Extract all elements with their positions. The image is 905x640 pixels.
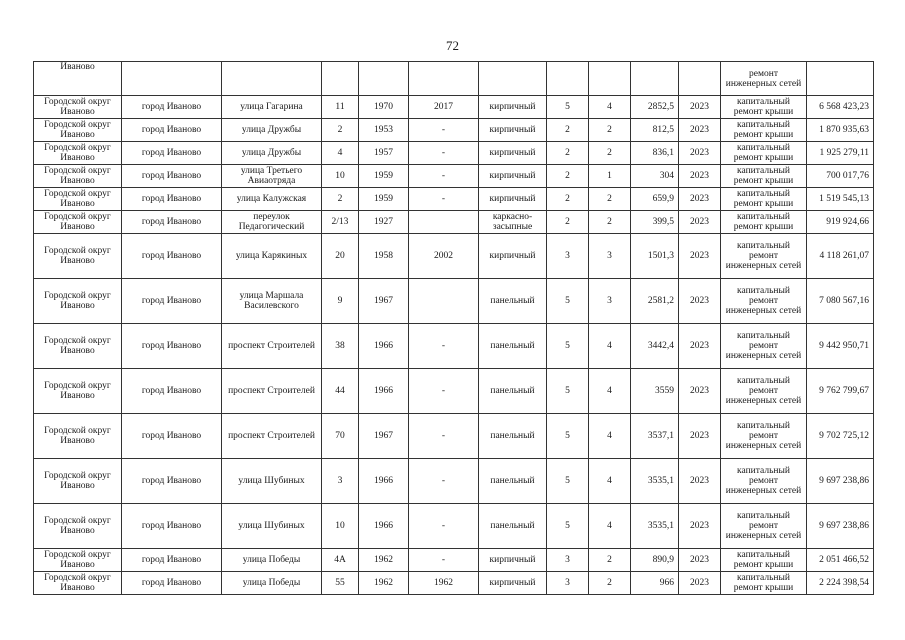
table-row <box>34 211 874 234</box>
wall-material-cell: панельный <box>479 504 547 549</box>
floors-cell: 2 <box>547 188 589 211</box>
overhaul-year-cell <box>409 279 479 324</box>
empty-cell <box>807 62 874 96</box>
street-cell: улица Маршала Василевского <box>222 279 322 324</box>
built-year-cell: 1958 <box>359 234 409 279</box>
house-number-cell: 20 <box>322 234 359 279</box>
repair-year-cell: 2023 <box>679 234 721 279</box>
area-cell: 3559 <box>631 369 679 414</box>
area-cell: 399,5 <box>631 211 679 234</box>
overhaul-year-cell: - <box>409 119 479 142</box>
table-row <box>34 369 874 414</box>
built-year-cell: 1959 <box>359 165 409 188</box>
table-row <box>34 572 874 595</box>
repair-year-cell: 2023 <box>679 459 721 504</box>
entrances-cell: 4 <box>589 414 631 459</box>
street-cell: улица Шубиных <box>222 459 322 504</box>
cost-cell: 4 118 261,07 <box>807 234 874 279</box>
house-number-cell: 38 <box>322 324 359 369</box>
work-type-cell: капитальный ремонт инженерных сетей <box>721 504 807 549</box>
area-cell: 2852,5 <box>631 96 679 119</box>
wall-material-cell: кирпичный <box>479 188 547 211</box>
house-number-cell: 44 <box>322 369 359 414</box>
cost-cell: 6 568 423,23 <box>807 96 874 119</box>
built-year-cell: 1959 <box>359 188 409 211</box>
capital-repair-table <box>33 61 874 595</box>
entrances-cell: 2 <box>589 119 631 142</box>
floors-cell: 5 <box>547 414 589 459</box>
empty-cell <box>589 62 631 96</box>
district-cell: Городской округ Иваново <box>34 324 122 369</box>
empty-cell <box>322 62 359 96</box>
work-type-cell: капитальный ремонт инженерных сетей <box>721 279 807 324</box>
street-cell: проспект Строителей <box>222 324 322 369</box>
floors-cell: 5 <box>547 504 589 549</box>
table-row <box>34 234 874 279</box>
built-year-cell: 1962 <box>359 549 409 572</box>
built-year-cell: 1966 <box>359 504 409 549</box>
overhaul-year-cell: - <box>409 369 479 414</box>
floors-cell: 3 <box>547 549 589 572</box>
work-type-cell: капитальный ремонт крыши <box>721 142 807 165</box>
street-cell: улица Победы <box>222 572 322 595</box>
wall-material-cell: панельный <box>479 279 547 324</box>
floors-cell: 5 <box>547 96 589 119</box>
empty-cell <box>547 62 589 96</box>
repair-year-cell: 2023 <box>679 142 721 165</box>
house-number-cell: 4А <box>322 549 359 572</box>
wall-material-cell: кирпичный <box>479 119 547 142</box>
cost-cell: 1 870 935,63 <box>807 119 874 142</box>
empty-cell <box>679 62 721 96</box>
cost-cell: 700 017,76 <box>807 165 874 188</box>
street-cell: улица Дружбы <box>222 119 322 142</box>
overhaul-year-cell: - <box>409 459 479 504</box>
repair-year-cell: 2023 <box>679 414 721 459</box>
cost-cell: 9 697 238,86 <box>807 504 874 549</box>
table-row <box>34 96 874 119</box>
wall-material-cell: панельный <box>479 459 547 504</box>
work-type-cell: капитальный ремонт инженерных сетей <box>721 459 807 504</box>
repair-year-cell: 2023 <box>679 369 721 414</box>
overhaul-year-cell: - <box>409 142 479 165</box>
district-cell: Городской округ Иваново <box>34 188 122 211</box>
floors-cell: 3 <box>547 234 589 279</box>
house-number-cell: 3 <box>322 459 359 504</box>
city-cell: город Иваново <box>122 504 222 549</box>
cost-cell: 9 762 799,67 <box>807 369 874 414</box>
house-number-cell: 11 <box>322 96 359 119</box>
street-cell: переулок Педагогический <box>222 211 322 234</box>
city-cell: город Иваново <box>122 211 222 234</box>
district-cell: Городской округ Иваново <box>34 459 122 504</box>
entrances-cell: 4 <box>589 459 631 504</box>
street-cell: улица Третьего Авиаотряда <box>222 165 322 188</box>
wall-material-cell: кирпичный <box>479 549 547 572</box>
floors-cell: 3 <box>547 572 589 595</box>
wall-material-cell: кирпичный <box>479 96 547 119</box>
table-row <box>34 459 874 504</box>
work-type-cell: капитальный ремонт крыши <box>721 211 807 234</box>
cost-cell: 919 924,66 <box>807 211 874 234</box>
district-cell: Городской округ Иваново <box>34 279 122 324</box>
table-row <box>34 504 874 549</box>
repair-year-cell: 2023 <box>679 504 721 549</box>
house-number-cell: 70 <box>322 414 359 459</box>
wall-material-cell: кирпичный <box>479 572 547 595</box>
city-cell: город Иваново <box>122 324 222 369</box>
district-cell: Городской округ Иваново <box>34 549 122 572</box>
house-number-cell: 55 <box>322 572 359 595</box>
work-type-cell: капитальный ремонт инженерных сетей <box>721 234 807 279</box>
wall-material-cell: кирпичный <box>479 142 547 165</box>
overhaul-year-cell: - <box>409 549 479 572</box>
city-cell: город Иваново <box>122 234 222 279</box>
cost-cell: 9 697 238,86 <box>807 459 874 504</box>
repair-year-cell: 2023 <box>679 96 721 119</box>
area-cell: 659,9 <box>631 188 679 211</box>
table-row <box>34 165 874 188</box>
overhaul-year-cell: - <box>409 165 479 188</box>
repair-year-cell: 2023 <box>679 572 721 595</box>
entrances-cell: 2 <box>589 142 631 165</box>
cost-cell: 1 925 279,11 <box>807 142 874 165</box>
floors-cell: 2 <box>547 119 589 142</box>
table-row-continued <box>34 62 874 96</box>
city-cell: город Иваново <box>122 414 222 459</box>
work-type-cell: капитальный ремонт крыши <box>721 188 807 211</box>
built-year-cell: 1953 <box>359 119 409 142</box>
empty-cell <box>359 62 409 96</box>
district-cell: Городской округ Иваново <box>34 165 122 188</box>
work-type-cell: капитальный ремонт крыши <box>721 165 807 188</box>
house-number-cell: 2 <box>322 119 359 142</box>
cost-cell: 7 080 567,16 <box>807 279 874 324</box>
district-cell: Городской округ Иваново <box>34 369 122 414</box>
floors-cell: 5 <box>547 279 589 324</box>
work-type-cell: капитальный ремонт крыши <box>721 549 807 572</box>
overhaul-year-cell: 1962 <box>409 572 479 595</box>
wall-material-cell: кирпичный <box>479 234 547 279</box>
cost-cell: 1 519 545,13 <box>807 188 874 211</box>
overhaul-year-cell: - <box>409 188 479 211</box>
house-number-cell: 2/13 <box>322 211 359 234</box>
work-type-cell: ремонт инженерных сетей <box>721 62 807 96</box>
city-cell: город Иваново <box>122 96 222 119</box>
table-row <box>34 188 874 211</box>
wall-material-cell: каркасно-засыпные <box>479 211 547 234</box>
floors-cell: 2 <box>547 142 589 165</box>
built-year-cell: 1966 <box>359 324 409 369</box>
empty-cell <box>122 62 222 96</box>
district-cell: Городской округ Иваново <box>34 414 122 459</box>
empty-cell <box>631 62 679 96</box>
built-year-cell: 1967 <box>359 279 409 324</box>
work-type-cell: капитальный ремонт крыши <box>721 119 807 142</box>
entrances-cell: 3 <box>589 279 631 324</box>
district-cell: Городской округ Иваново <box>34 572 122 595</box>
entrances-cell: 4 <box>589 504 631 549</box>
area-cell: 3537,1 <box>631 414 679 459</box>
street-cell: улица Победы <box>222 549 322 572</box>
built-year-cell: 1966 <box>359 459 409 504</box>
repair-year-cell: 2023 <box>679 165 721 188</box>
empty-cell <box>479 62 547 96</box>
overhaul-year-cell <box>409 211 479 234</box>
wall-material-cell: панельный <box>479 414 547 459</box>
repair-year-cell: 2023 <box>679 279 721 324</box>
district-cell: Городской округ Иваново <box>34 142 122 165</box>
area-cell: 3535,1 <box>631 459 679 504</box>
cost-cell: 2 224 398,54 <box>807 572 874 595</box>
entrances-cell: 2 <box>589 188 631 211</box>
overhaul-year-cell: 2017 <box>409 96 479 119</box>
house-number-cell: 10 <box>322 165 359 188</box>
entrances-cell: 3 <box>589 234 631 279</box>
page-number: 72 <box>446 38 459 53</box>
district-cell: Городской округ Иваново <box>34 211 122 234</box>
built-year-cell: 1970 <box>359 96 409 119</box>
overhaul-year-cell: - <box>409 504 479 549</box>
overhaul-year-cell: 2002 <box>409 234 479 279</box>
repair-year-cell: 2023 <box>679 549 721 572</box>
city-cell: город Иваново <box>122 165 222 188</box>
city-cell: город Иваново <box>122 188 222 211</box>
wall-material-cell: кирпичный <box>479 165 547 188</box>
street-cell: улица Шубиных <box>222 504 322 549</box>
entrances-cell: 4 <box>589 369 631 414</box>
work-type-cell: капитальный ремонт крыши <box>721 572 807 595</box>
area-cell: 966 <box>631 572 679 595</box>
cost-cell: 9 702 725,12 <box>807 414 874 459</box>
street-cell: улица Дружбы <box>222 142 322 165</box>
area-cell: 890,9 <box>631 549 679 572</box>
entrances-cell: 4 <box>589 324 631 369</box>
cost-cell: 2 051 466,52 <box>807 549 874 572</box>
area-cell: 2581,2 <box>631 279 679 324</box>
house-number-cell: 2 <box>322 188 359 211</box>
floors-cell: 2 <box>547 165 589 188</box>
house-number-cell: 9 <box>322 279 359 324</box>
house-number-cell: 10 <box>322 504 359 549</box>
repair-year-cell: 2023 <box>679 211 721 234</box>
work-type-cell: капитальный ремонт инженерных сетей <box>721 414 807 459</box>
street-cell: улица Калужская <box>222 188 322 211</box>
table-row <box>34 279 874 324</box>
street-cell: улица Гагарина <box>222 96 322 119</box>
entrances-cell: 1 <box>589 165 631 188</box>
city-cell: город Иваново <box>122 369 222 414</box>
area-cell: 3442,4 <box>631 324 679 369</box>
district-cell: Городской округ Иваново <box>34 96 122 119</box>
table-row <box>34 142 874 165</box>
repair-year-cell: 2023 <box>679 188 721 211</box>
district-cell: Иваново <box>34 62 122 96</box>
city-cell: город Иваново <box>122 459 222 504</box>
work-type-cell: капитальный ремонт крыши <box>721 96 807 119</box>
wall-material-cell: панельный <box>479 369 547 414</box>
district-cell: Городской округ Иваново <box>34 234 122 279</box>
district-cell: Городской округ Иваново <box>34 504 122 549</box>
city-cell: город Иваново <box>122 549 222 572</box>
empty-cell <box>409 62 479 96</box>
area-cell: 812,5 <box>631 119 679 142</box>
built-year-cell: 1962 <box>359 572 409 595</box>
city-cell: город Иваново <box>122 142 222 165</box>
floors-cell: 5 <box>547 459 589 504</box>
built-year-cell: 1927 <box>359 211 409 234</box>
overhaul-year-cell: - <box>409 414 479 459</box>
built-year-cell: 1966 <box>359 369 409 414</box>
area-cell: 836,1 <box>631 142 679 165</box>
area-cell: 3535,1 <box>631 504 679 549</box>
city-cell: город Иваново <box>122 279 222 324</box>
repair-year-cell: 2023 <box>679 324 721 369</box>
street-cell: проспект Строителей <box>222 414 322 459</box>
repair-year-cell: 2023 <box>679 119 721 142</box>
table-row <box>34 549 874 572</box>
street-cell: проспект Строителей <box>222 369 322 414</box>
table-row <box>34 324 874 369</box>
area-cell: 1501,3 <box>631 234 679 279</box>
overhaul-year-cell: - <box>409 324 479 369</box>
floors-cell: 5 <box>547 324 589 369</box>
built-year-cell: 1967 <box>359 414 409 459</box>
entrances-cell: 4 <box>589 96 631 119</box>
floors-cell: 2 <box>547 211 589 234</box>
empty-cell <box>222 62 322 96</box>
street-cell: улица Карякиных <box>222 234 322 279</box>
floors-cell: 5 <box>547 369 589 414</box>
work-type-cell: капитальный ремонт инженерных сетей <box>721 369 807 414</box>
cost-cell: 9 442 950,71 <box>807 324 874 369</box>
city-cell: город Иваново <box>122 572 222 595</box>
city-cell: город Иваново <box>122 119 222 142</box>
district-cell: Городской округ Иваново <box>34 119 122 142</box>
work-type-cell: капитальный ремонт инженерных сетей <box>721 324 807 369</box>
entrances-cell: 2 <box>589 572 631 595</box>
area-cell: 304 <box>631 165 679 188</box>
entrances-cell: 2 <box>589 549 631 572</box>
wall-material-cell: панельный <box>479 324 547 369</box>
entrances-cell: 2 <box>589 211 631 234</box>
table-row <box>34 119 874 142</box>
house-number-cell: 4 <box>322 142 359 165</box>
table-row <box>34 414 874 459</box>
built-year-cell: 1957 <box>359 142 409 165</box>
